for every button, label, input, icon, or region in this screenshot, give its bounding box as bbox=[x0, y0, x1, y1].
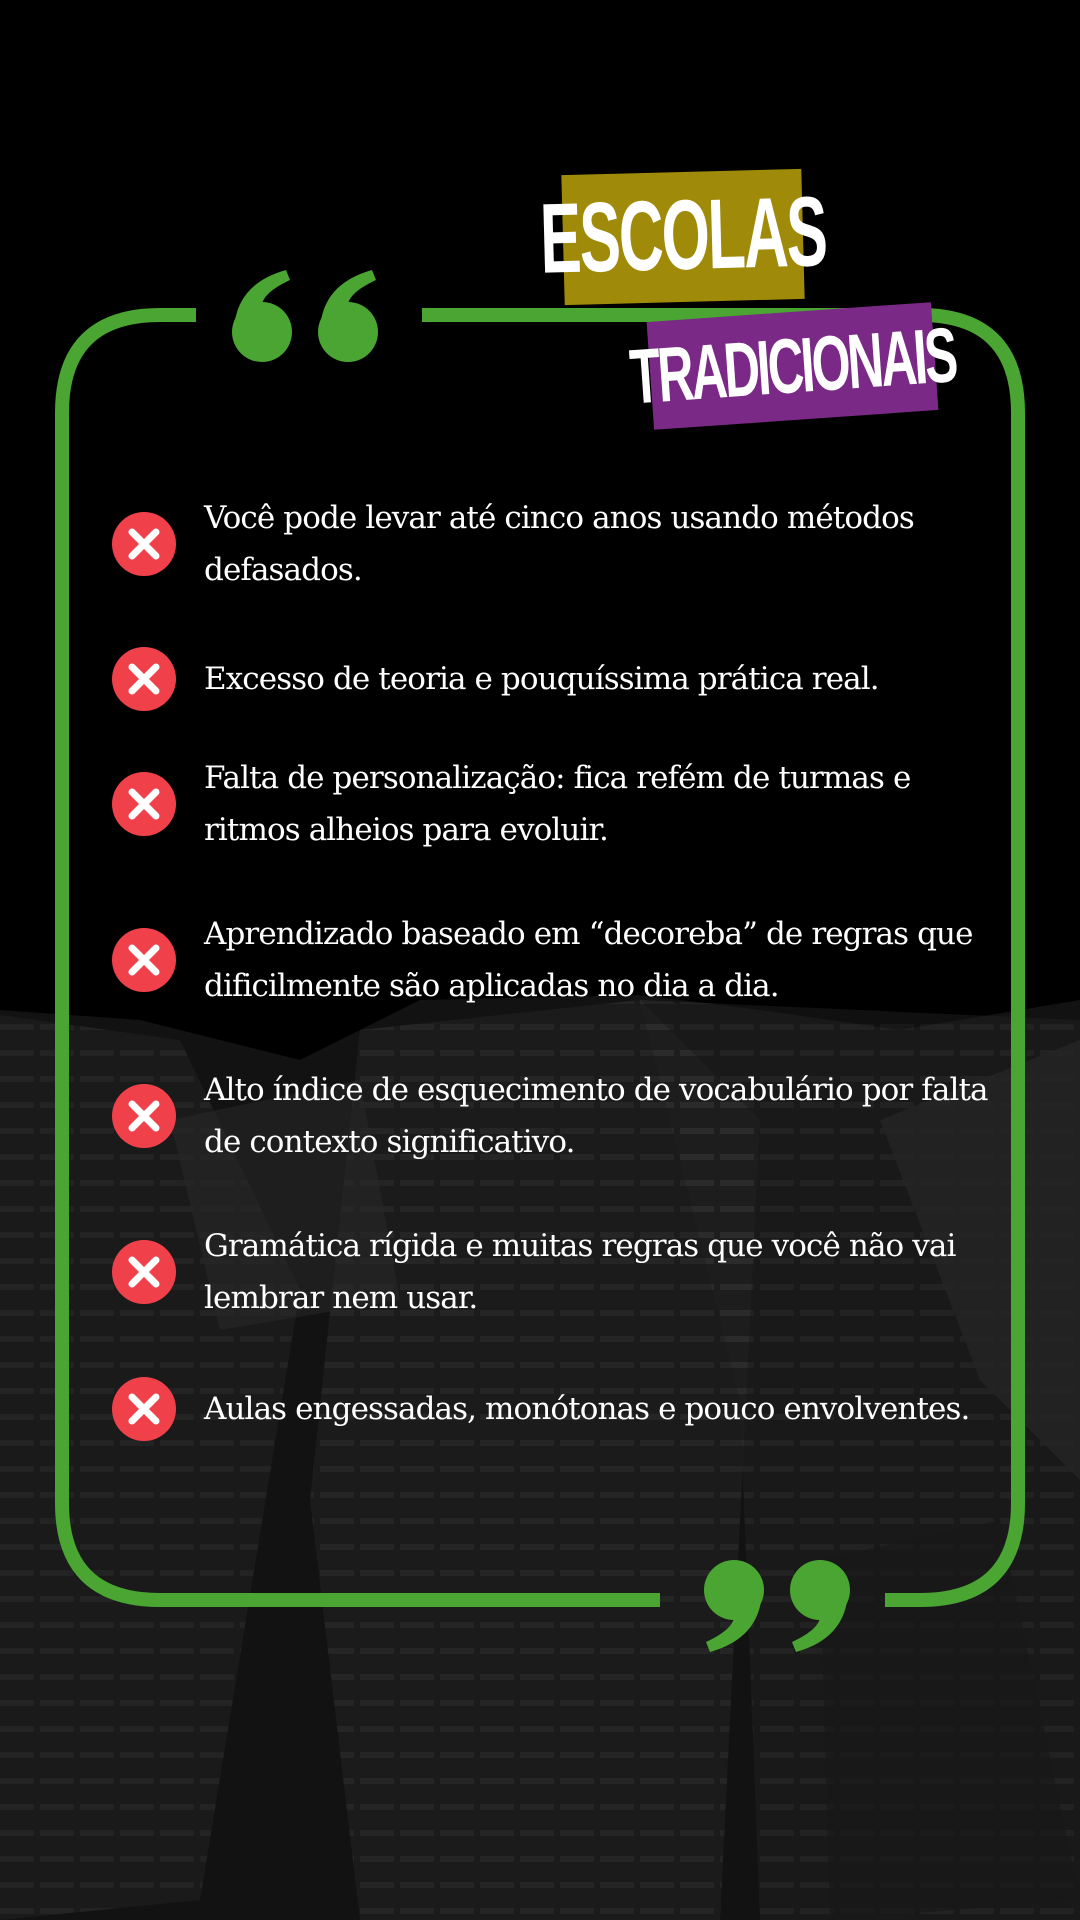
x-circle-icon bbox=[112, 512, 176, 576]
x-circle-icon bbox=[112, 928, 176, 992]
list-item bbox=[112, 647, 992, 711]
x-circle-icon bbox=[112, 1084, 176, 1148]
list-item bbox=[112, 1377, 992, 1441]
x-circle-icon bbox=[112, 772, 176, 836]
list-item-text: Gramática rígida e muitas regras que você não vai lembrar nem usar. bbox=[204, 1228, 956, 1316]
x-circle-icon bbox=[112, 1377, 176, 1441]
list-item-text: Aulas engessadas, monótonas e pouco envolventes. bbox=[204, 1391, 970, 1427]
title-line1: ESCOLAS bbox=[538, 177, 828, 296]
title-line2: TRADICIONAIS bbox=[627, 311, 958, 421]
title-badge-escolas bbox=[538, 169, 828, 305]
list-item bbox=[112, 1064, 992, 1168]
list-item-text: Excesso de teoria e pouquíssima prática real. bbox=[204, 661, 879, 697]
x-circle-icon bbox=[112, 647, 176, 711]
list-item bbox=[112, 752, 992, 856]
list-item-text: Falta de personalização: fica refém de turmas e ritmos alheios para evoluir. bbox=[204, 760, 911, 848]
title-badge-tradicionais bbox=[627, 302, 958, 430]
list-item-text: Você pode levar até cinco anos usando métodos defasados. bbox=[204, 500, 914, 588]
list-item-text: Alto índice de esquecimento de vocabulário por falta de contexto significativo. bbox=[204, 1072, 988, 1160]
list-item bbox=[112, 908, 992, 1012]
list-item-text: Aprendizado baseado em “decoreba” de regras que dificilmente são aplicadas no dia a dia. bbox=[204, 916, 973, 1004]
x-circle-icon bbox=[112, 1240, 176, 1304]
list-item bbox=[112, 1220, 992, 1324]
list-item bbox=[112, 492, 992, 596]
